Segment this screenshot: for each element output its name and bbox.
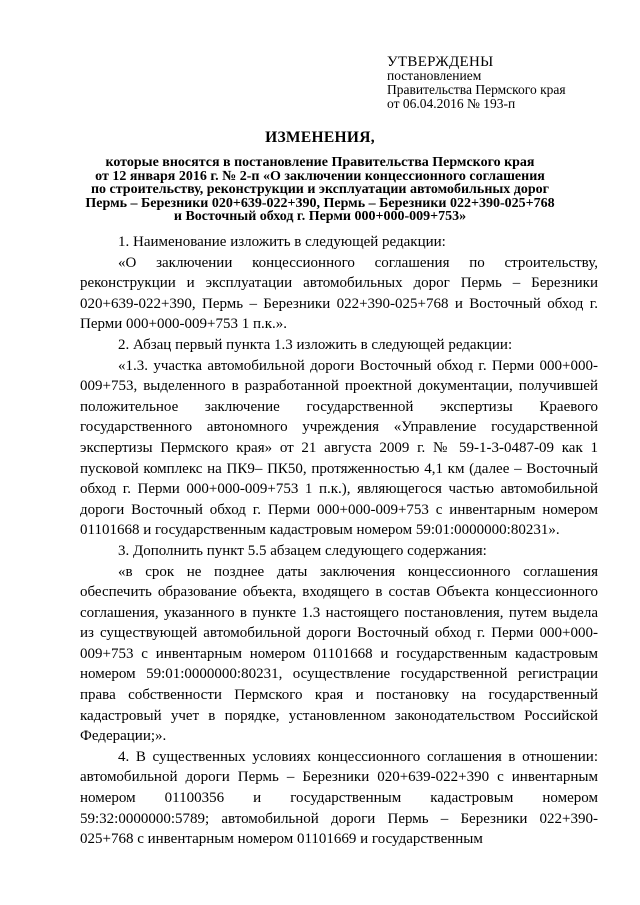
approval-line-date-number: от 06.04.2016 № 193-п bbox=[387, 96, 516, 111]
paragraph-item-4: 4. В существенных условиях концессионного соглашения в отношении: автомобильной дороги Пермь – Березники 020+639-022+390 с инвентарным номером 01100356 и государственным кадастровым номером 59:32:0000000:5789; автомобильной дороги Пермь – Березники 022+390-025+768 с инвентарным номером 01101669 и государственным bbox=[80, 748, 598, 848]
document-subtitle-line-2: от 12 января 2016 г. № 2-п «О заключении концессионного соглашения bbox=[95, 168, 545, 184]
paragraph-item-1: 1. Наименование изложить в следующей редакции: bbox=[118, 234, 446, 250]
paragraph-item-2-text: «1.3. участка автомобильной дороги Восточный обход г. Перми 000+000-009+753, выделенного в разработанной проектной документации, получившей положительное заключение государственной экспертизы Краевого государственного автономного учреждения «Управление государственной экспертизы Пермского края» от 21 августа 2009 г. № 59-1-3-0487-09 как 1 пусковой комплекс на ПК9– ПК50, протяженностью 4,1 км (далее – Восточный обход г. Перми 000+000-009+753 1 п.к.), являющегося частью автомобильной дороги Восточный обход г. Перми 000+000-009+753 с инвентарным номером 01101668 и государственным кадастровым номером 59:01:0000000:80231». bbox=[80, 357, 598, 539]
approval-stamp bbox=[387, 55, 566, 111]
paragraph-item-1-text: «О заключении концессионного соглашения по строительству, реконструкции и эксплуатации автомобильных дорог Пермь – Березники 020+639-022+390, Пермь – Березники 022+390-025+768 и Восточный обход г. Перми 000+000-009+753 1 п.к.». bbox=[80, 254, 598, 333]
paragraph-item-3-text: «в срок не позднее даты заключения концессионного соглашения обеспечить образование объекта, входящего в состав Объекта концессионного соглашения, указанного в пункте 1.3 настоящего постановления, путем выдела из существующей автомобильной дороги Восточный обход г. Перми 000+000-009+753 с инвентарным номером 01101668 и государственным кадастровым номером 59:01:0000000:80231, осуществление государственной регистрации права собственности Пермского края и постановку на государственный кадастровый учет в порядке, установленном законодательством Российской Федерации;». bbox=[80, 563, 598, 745]
document-title: ИЗМЕНЕНИЯ, bbox=[265, 129, 375, 146]
document-subtitle-line-4: Пермь – Березники 020+639-022+390, Пермь – Березники 022+390-025+768 bbox=[85, 195, 555, 211]
document-subtitle-line-5: и Восточный обход г. Перми 000+000-009+753» bbox=[173, 209, 467, 224]
document-title-block bbox=[50, 129, 590, 224]
document-body bbox=[80, 232, 598, 850]
document-subtitle-line-1: которые вносятся в постановление Правительства Пермского края bbox=[105, 155, 535, 170]
document-subtitle-line-3: по строительству, реконструкции и эксплуатации автомобильных дорог bbox=[90, 182, 550, 197]
approval-heading: УТВЕРЖДЕНЫ bbox=[387, 54, 494, 70]
paragraph-item-2: 2. Абзац первый пункта 1.3 изложить в следующей редакции: bbox=[118, 336, 513, 353]
approval-line-government: Правительства Пермского края bbox=[387, 82, 566, 97]
paragraph-item-3: 3. Дополнить пункт 5.5 абзацем следующего содержания: bbox=[118, 542, 487, 559]
approval-line-resolution: постановлением bbox=[387, 68, 482, 83]
